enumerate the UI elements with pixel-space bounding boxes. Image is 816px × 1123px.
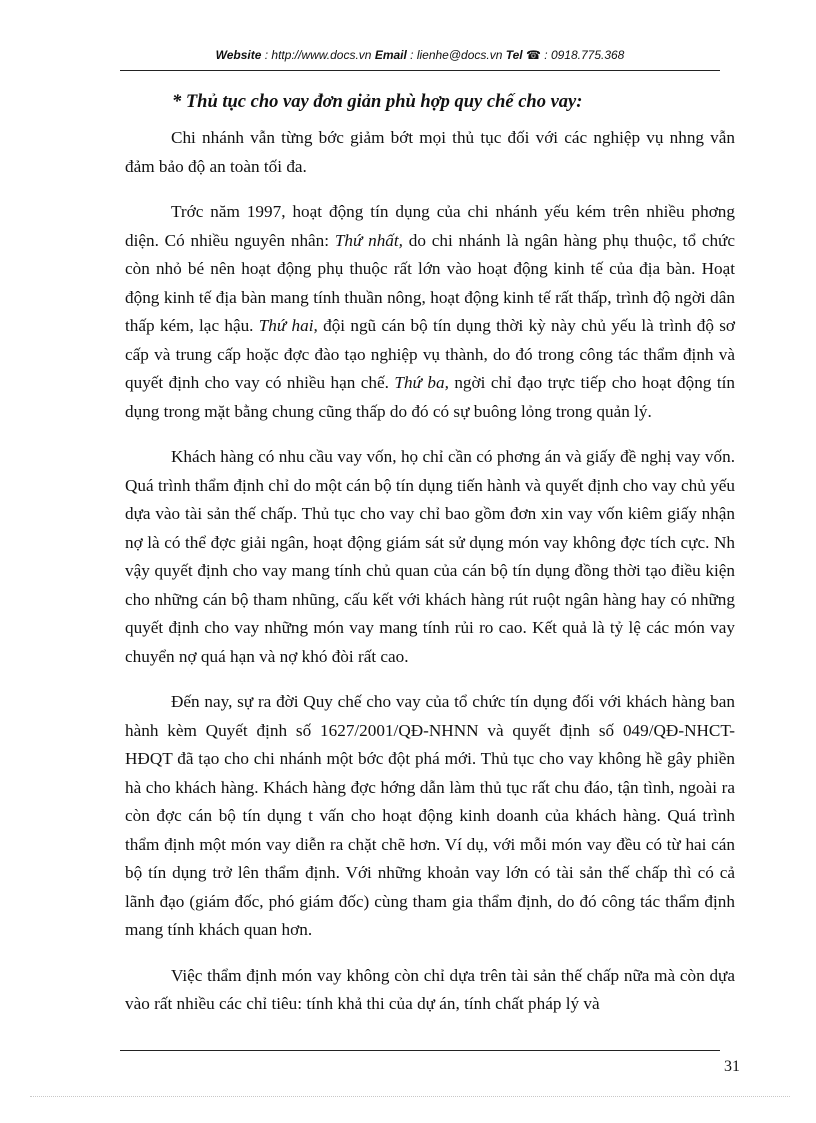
text-run: ngời chỉ đạo trực tiếp cho hoạt động tín dụng trong mặt bằng chung cũng thấp do đó có sự buông lỏng trong quản lý. bbox=[125, 373, 735, 421]
page-number: 31 bbox=[724, 1058, 740, 1075]
text-run: Trớc năm 1997, hoạt động tín dụng của chi nhánh yếu kém trên nhiều phơng diện. Có nhiều nguyên nhân: bbox=[125, 202, 735, 250]
paragraph bbox=[125, 962, 735, 1019]
paragraph bbox=[125, 688, 735, 945]
section-heading: * Thủ tục cho vay đơn giản phù hợp quy chế cho vay: bbox=[172, 92, 583, 112]
website-value: : http://www.docs.vn bbox=[261, 48, 375, 62]
text-run: do chi nhánh là ngân hàng phụ thuộc, tổ chức còn nhỏ bé nên hoạt động phụ thuộc rất lớn vào hoạt động kinh tế của địa bàn. Hoạt động kinh tế địa bàn mang tính thuần nông, hoạt động kinh tế rất thấp, trình độ ngời dân thấp kém, lạc hậu. bbox=[125, 230, 735, 335]
website-label: Website bbox=[215, 48, 262, 62]
text-run: Việc thẩm định món vay không còn chỉ dựa trên tài sản thế chấp nữa mà còn dựa vào rất nhiều các chỉ tiêu: tính khả thi của dự án, tính chất pháp lý và bbox=[125, 965, 735, 1013]
tel-label: Tel bbox=[505, 48, 523, 62]
page-bottom-dotted-line bbox=[30, 1096, 790, 1097]
footer-rule bbox=[120, 1050, 720, 1051]
paragraph bbox=[125, 443, 735, 671]
text-run: Chi nhánh vẫn từng bớc giảm bớt mọi thủ tục đối với các nghiệp vụ nhng vẫn đảm bảo độ an toàn tối đa. bbox=[125, 128, 735, 176]
phone-icon: ☎ bbox=[525, 48, 541, 62]
tel-value: : 0918.775.368 bbox=[540, 48, 625, 62]
paragraph bbox=[125, 198, 735, 426]
document-body bbox=[125, 124, 735, 1036]
email-label: Email bbox=[374, 48, 407, 62]
page-header bbox=[120, 44, 720, 71]
text-run: Đến nay, sự ra đời Quy chế cho vay của tổ chức tín dụng đối với khách hàng ban hành kèm Quyết định số 1627/2001/QĐ-NHNN và quyết định số 049/QĐ-NHCT-HĐQT đã tạo cho chi nhánh một bớc đột phá mới. Thủ tục cho vay không hề gây phiền hà cho khách hàng. Khách hàng đợc hớng dẫn làm thủ tục rất chu đáo, tận tình, ngoài ra còn đợc cán bộ tín dụng t vấn cho hoạt động kinh doanh của khách hàng. Quá trình thẩm định một món vay diễn ra chặt chẽ hơn. Ví dụ, với mỗi món vay đều có từ hai cán bộ tín dụng trở lên thẩm định. Với những khoản vay lớn có tài sản thế chấp thì có cả lãnh đạo (giám đốc, phó giám đốc) cùng tham gia thẩm định, do đó công tác thẩm định mang tính khách quan hơn. bbox=[125, 692, 735, 939]
text-run: Khách hàng có nhu cầu vay vốn, họ chỉ cần có phơng án và giấy đề nghị vay vốn. Quá trình thẩm định chỉ do một cán bộ tín dụng tiến hành và quyết định cho vay chủ yếu dựa vào tài sản thế chấp. Thủ tục cho vay chỉ bao gồm đơn xin vay vốn kiêm giấy nhận nợ là có thể đợc giải ngân, hoạt động giám sát sử dụng món vay không đợc tích cực. Nh vậy quyết định cho vay mang tính chủ quan của cán bộ tín dụng đồng thời tạo điều kiện cho những cán bộ tham nhũng, cấu kết với khách hàng rút ruột ngân hàng hay có những quyết định cho vay những món vay mang tính rủi ro cao. Kết quả là tỷ lệ các món vay chuyển nợ quá hạn và nợ khó đòi rất cao. bbox=[125, 447, 735, 666]
italic-phrase: Thứ hai, bbox=[258, 316, 318, 335]
italic-phrase: Thứ ba, bbox=[394, 373, 449, 392]
text-run: đội ngũ cán bộ tín dụng thời kỳ này chủ yếu là trình độ sơ cấp và trung cấp hoặc đợc đào tạo nghiệp vụ thành, do đó trong công tác thẩm định và quyết định cho vay có nhiều hạn chế. bbox=[125, 316, 735, 392]
italic-phrase: Thứ nhất, bbox=[334, 230, 403, 250]
paragraph bbox=[125, 124, 735, 181]
email-value: : lienhe@docs.vn bbox=[406, 48, 506, 62]
